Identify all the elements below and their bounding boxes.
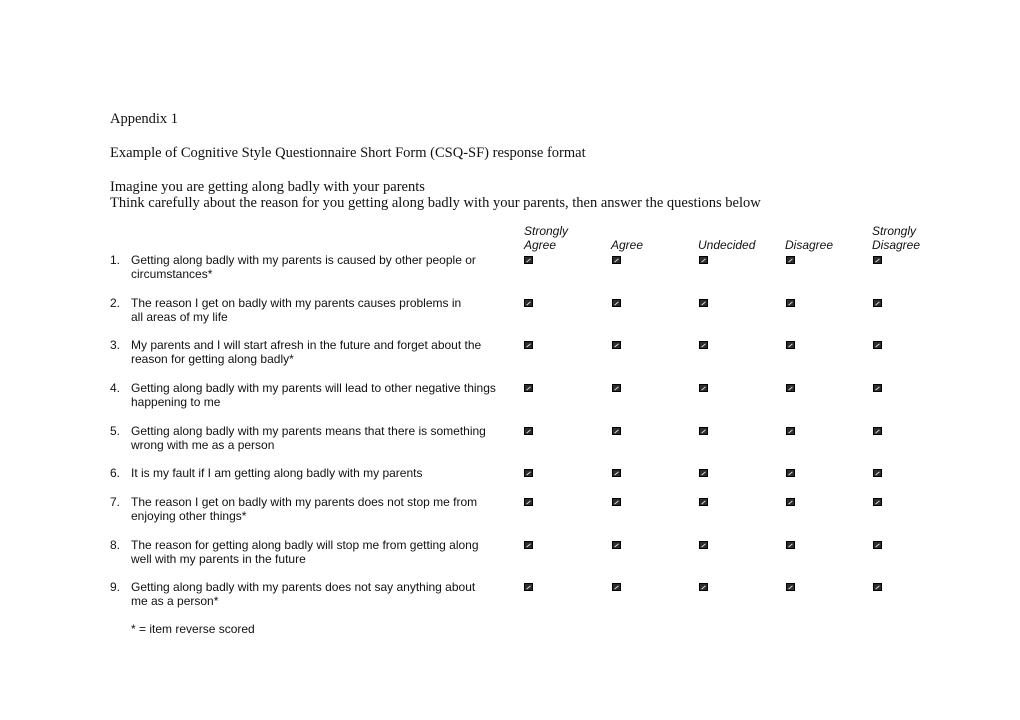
item-number: 1. — [110, 253, 121, 267]
question-item — [0, 466, 1020, 482]
question-item — [0, 338, 1020, 368]
header-agree: Agree — [611, 238, 644, 252]
item-text-line1: Getting along badly with my parents does not say anything about — [131, 580, 476, 594]
checkbox-strongly-agree[interactable] — [524, 583, 533, 591]
checkbox-disagree[interactable] — [786, 541, 795, 549]
item-text-line1: My parents and I will start afresh in the future and forget about the — [131, 338, 482, 352]
item-text-line2: all areas of my life — [131, 310, 228, 324]
question-item — [0, 580, 1020, 610]
checkbox-disagree[interactable] — [786, 341, 795, 349]
item-number: 3. — [110, 338, 121, 352]
checkbox-strongly-disagree[interactable] — [873, 256, 882, 264]
item-number: 5. — [110, 424, 121, 438]
checkbox-disagree[interactable] — [786, 583, 795, 591]
checkbox-strongly-disagree[interactable] — [873, 341, 882, 349]
checkbox-disagree[interactable] — [786, 427, 795, 435]
item-text-line1: The reason I get on badly with my parents causes problems in — [131, 296, 462, 310]
checkbox-strongly-agree[interactable] — [524, 427, 533, 435]
checkbox-strongly-agree[interactable] — [524, 341, 533, 349]
instruction-text: Think carefully about the reason for you getting along badly with your parents, then answer the questions below — [110, 195, 761, 211]
header-strongly-disagree-line1: Strongly — [872, 224, 917, 238]
checkbox-strongly-agree[interactable] — [524, 384, 533, 392]
item-text-line2: reason for getting along badly* — [131, 352, 294, 366]
checkbox-undecided[interactable] — [699, 498, 708, 506]
checkbox-agree[interactable] — [612, 256, 621, 264]
question-item — [0, 253, 1020, 283]
item-number: 9. — [110, 580, 121, 594]
question-item — [0, 495, 1020, 525]
checkbox-strongly-agree[interactable] — [524, 299, 533, 307]
item-number: 4. — [110, 381, 121, 395]
checkbox-undecided[interactable] — [699, 427, 708, 435]
item-text-line1: It is my fault if I am getting along badly with my parents — [131, 466, 423, 480]
item-text-line1: The reason for getting along badly will stop me from getting along — [131, 538, 479, 552]
checkbox-agree[interactable] — [612, 384, 621, 392]
checkbox-disagree[interactable] — [786, 384, 795, 392]
checkbox-strongly-agree[interactable] — [524, 256, 533, 264]
header-strongly-disagree-line2: Disagree — [872, 238, 921, 252]
checkbox-undecided[interactable] — [699, 299, 708, 307]
header-disagree: Disagree — [785, 238, 834, 252]
item-text-line2: me as a person* — [131, 594, 219, 608]
checkbox-agree[interactable] — [612, 341, 621, 349]
item-text-line2: wrong with me as a person — [131, 438, 275, 452]
checkbox-strongly-disagree[interactable] — [873, 299, 882, 307]
checkbox-agree[interactable] — [612, 299, 621, 307]
question-item — [0, 381, 1020, 411]
header-undecided: Undecided — [698, 238, 756, 252]
checkbox-strongly-agree[interactable] — [524, 541, 533, 549]
checkbox-strongly-disagree[interactable] — [873, 427, 882, 435]
example-title: Example of Cognitive Style Questionnaire Short Form (CSQ-SF) response format — [110, 145, 586, 161]
checkbox-undecided[interactable] — [699, 469, 708, 477]
checkbox-strongly-agree[interactable] — [524, 469, 533, 477]
checkbox-strongly-disagree[interactable] — [873, 384, 882, 392]
item-number: 8. — [110, 538, 121, 552]
footnote: * = item reverse scored — [131, 622, 255, 636]
scenario-text: Imagine you are getting along badly with your parents — [110, 179, 425, 195]
header-strongly-agree-line2: Agree — [524, 238, 557, 252]
question-item — [0, 296, 1020, 326]
item-text-line1: Getting along badly with my parents will lead to other negative things — [131, 381, 496, 395]
item-text-line2: well with my parents in the future — [131, 552, 306, 566]
checkbox-strongly-disagree[interactable] — [873, 498, 882, 506]
question-item — [0, 424, 1020, 454]
checkbox-undecided[interactable] — [699, 583, 708, 591]
checkbox-agree[interactable] — [612, 427, 621, 435]
checkbox-strongly-disagree[interactable] — [873, 541, 882, 549]
item-text-line1: Getting along badly with my parents is caused by other people or — [131, 253, 476, 267]
checkbox-undecided[interactable] — [699, 384, 708, 392]
item-number: 7. — [110, 495, 121, 509]
checkbox-agree[interactable] — [612, 583, 621, 591]
checkbox-strongly-agree[interactable] — [524, 498, 533, 506]
checkbox-strongly-disagree[interactable] — [873, 583, 882, 591]
item-text-line1: Getting along badly with my parents means that there is something — [131, 424, 486, 438]
item-number: 6. — [110, 466, 121, 480]
item-text-line2: circumstances* — [131, 267, 213, 281]
item-text-line2: happening to me — [131, 395, 221, 409]
header-strongly-agree-line1: Strongly — [524, 224, 569, 238]
checkbox-strongly-disagree[interactable] — [873, 469, 882, 477]
item-number: 2. — [110, 296, 121, 310]
checkbox-undecided[interactable] — [699, 341, 708, 349]
appendix-label: Appendix 1 — [110, 111, 179, 127]
checkbox-agree[interactable] — [612, 541, 621, 549]
checkbox-undecided[interactable] — [699, 256, 708, 264]
question-item — [0, 538, 1020, 568]
checkbox-agree[interactable] — [612, 469, 621, 477]
checkbox-disagree[interactable] — [786, 299, 795, 307]
checkbox-disagree[interactable] — [786, 469, 795, 477]
checkbox-undecided[interactable] — [699, 541, 708, 549]
checkbox-disagree[interactable] — [786, 498, 795, 506]
item-text-line1: The reason I get on badly with my parents does not stop me from — [131, 495, 478, 509]
item-text-line2: enjoying other things* — [131, 509, 247, 523]
checkbox-agree[interactable] — [612, 498, 621, 506]
checkbox-disagree[interactable] — [786, 256, 795, 264]
